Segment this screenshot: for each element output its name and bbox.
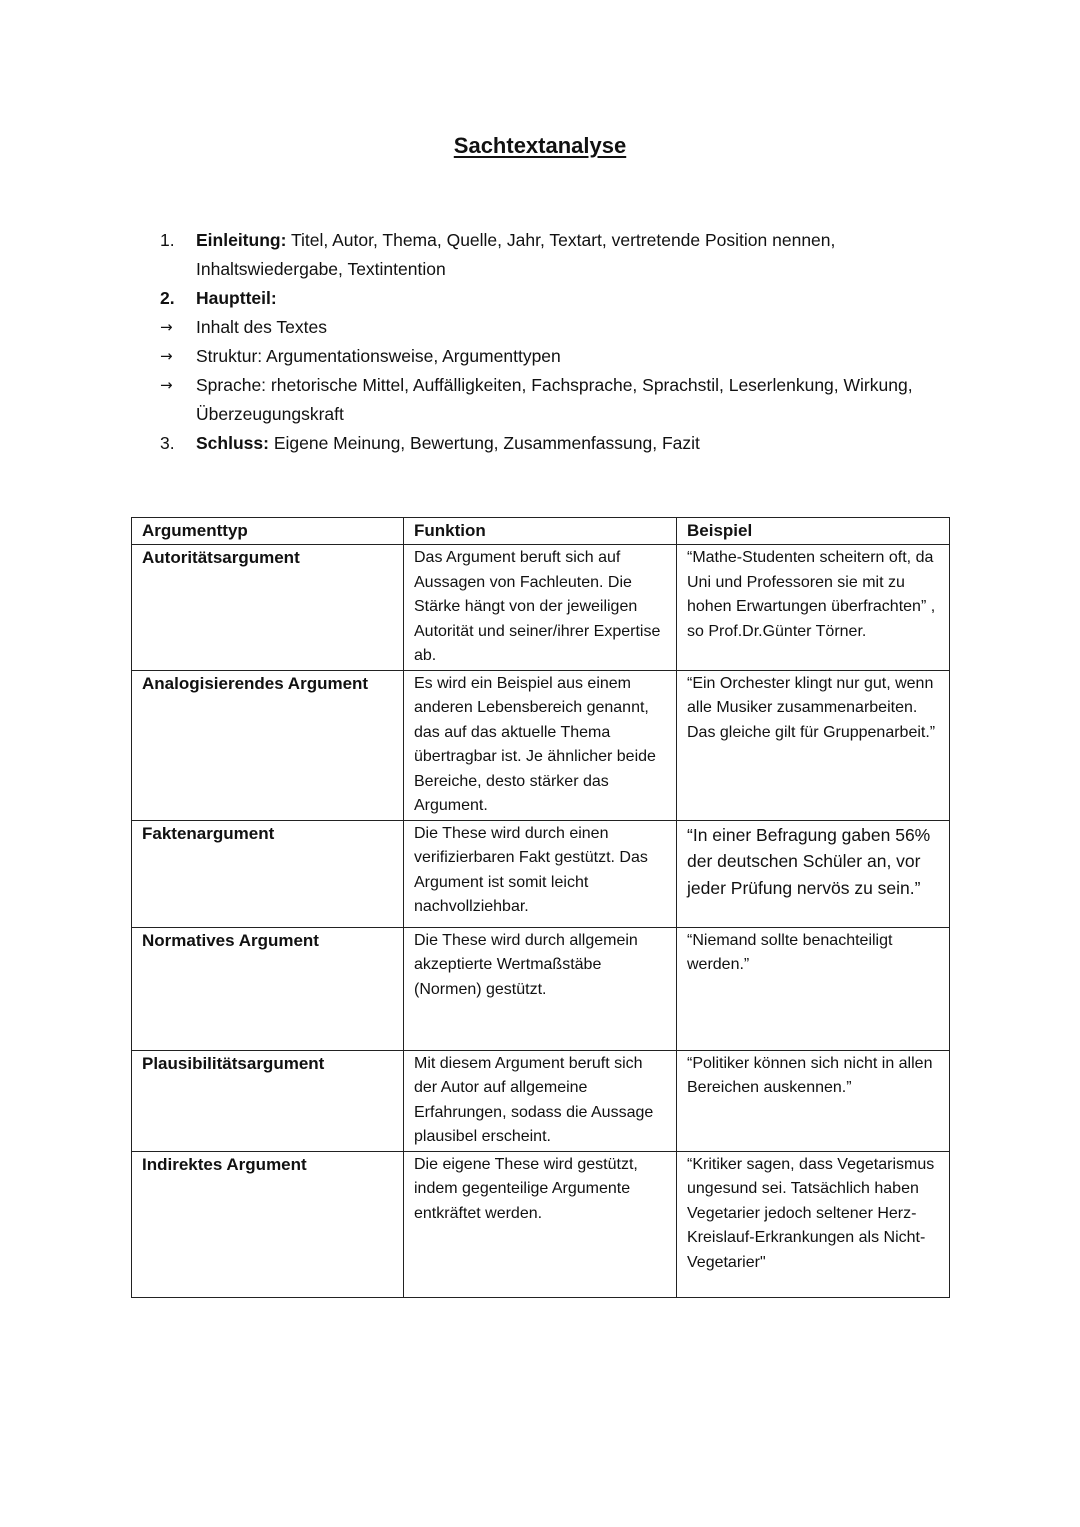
argument-type-cell: Plausibilitätsargument <box>132 1050 404 1151</box>
outline-marker: 1. <box>160 230 175 250</box>
function-cell: Mit diesem Argument beruft sich der Autor auf allgemeine Erfahrungen, sodass die Aussage plausibel erscheint. <box>404 1050 677 1151</box>
outline-sub-inhalt <box>160 313 950 342</box>
example-cell: “Kritiker sagen, dass Vegetarismus ungesund sei. Tatsächlich haben Vegetarier jedoch seltener Herz-Kreislauf-Erkrankungen als Nicht-Vegetarier" <box>677 1151 950 1297</box>
outline-text: Sprache: rhetorische Mittel, Auffälligkeiten, Fachsprache, Sprachstil, Leserlenkung, Wirkung, Überzeugungskraft <box>196 375 913 424</box>
example-cell: “Politiker können sich nicht in allen Bereichen auskennen.” <box>677 1050 950 1151</box>
function-cell: Die These wird durch einen verifizierbaren Fakt gestützt. Das Argument ist somit leicht nachvollziehbar. <box>404 820 677 927</box>
argument-type-cell: Autoritätsargument <box>132 545 404 671</box>
table-row <box>132 670 950 820</box>
header-argumenttyp: Argumenttyp <box>132 518 404 545</box>
outline-sub-sprache <box>160 371 950 429</box>
outline-marker: 3. <box>160 433 175 453</box>
example-cell: “Niemand sollte benachteiligt werden.” <box>677 927 950 1050</box>
arrow-right-icon: → <box>160 376 173 394</box>
outline-text: Inhalt des Textes <box>196 317 328 337</box>
example-cell: “Ein Orchester klingt nur gut, wenn alle Musiker zusammenarbeiten. Das gleiche gilt für Gruppenarbeit.” <box>677 670 950 820</box>
outline-marker: 2. <box>160 288 175 308</box>
outline-label: Hauptteil: <box>196 288 277 308</box>
function-cell: Die These wird durch allgemein akzeptierte Wertmaßstäbe (Normen) gestützt. <box>404 927 677 1050</box>
outline-item-einleitung <box>160 226 950 284</box>
table-row <box>132 545 950 671</box>
function-cell: Das Argument beruft sich auf Aussagen von Fachleuten. Die Stärke hängt von der jeweiligen Autorität und seiner/ihrer Expertise ab. <box>404 545 677 671</box>
table-row <box>132 1050 950 1151</box>
arrow-right-icon: → <box>160 318 173 336</box>
example-cell: “In einer Befragung gaben 56% der deutschen Schüler an, vor jeder Prüfung nervös zu sein.” <box>677 820 950 927</box>
argument-type-cell: Analogisierendes Argument <box>132 670 404 820</box>
outline-text: Struktur: Argumentationsweise, Argumenttypen <box>196 346 561 366</box>
outline-label: Schluss: <box>196 433 269 453</box>
arrow-right-icon: → <box>160 347 173 365</box>
argument-types-table <box>131 517 950 1298</box>
table-row <box>132 820 950 927</box>
function-cell: Es wird ein Beispiel aus einem anderen Lebensbereich genannt, das auf das aktuelle Thema übertragbar ist. Je ähnlicher beide Bereiche, desto stärker das Argument. <box>404 670 677 820</box>
header-beispiel: Beispiel <box>677 518 950 545</box>
outline-text: Titel, Autor, Thema, Quelle, Jahr, Textart, vertretende Position nennen, Inhaltswiedergabe, Textintention <box>196 230 836 279</box>
argument-type-cell: Faktenargument <box>132 820 404 927</box>
table-row <box>132 1151 950 1297</box>
outline-sub-struktur <box>160 342 950 371</box>
outline-text: Eigene Meinung, Bewertung, Zusammenfassung, Fazit <box>268 433 700 453</box>
argument-type-cell: Normatives Argument <box>132 927 404 1050</box>
function-cell: Die eigene These wird gestützt, indem gegenteilige Argumente entkräftet werden. <box>404 1151 677 1297</box>
analysis-outline <box>160 226 950 458</box>
table-row <box>132 927 950 1050</box>
outline-item-schluss <box>160 429 950 458</box>
outline-item-hauptteil <box>160 284 950 313</box>
document-title: Sachtextanalyse <box>453 133 627 158</box>
table-header-row <box>132 518 950 545</box>
outline-label: Einleitung: <box>196 230 287 250</box>
header-funktion: Funktion <box>404 518 677 545</box>
example-cell: “Mathe-Studenten scheitern oft, da Uni und Professoren sie mit zu hohen Erwartungen überfrachten” , so Prof.Dr.Günter Törner. <box>677 545 950 671</box>
argument-type-cell: Indirektes Argument <box>132 1151 404 1297</box>
